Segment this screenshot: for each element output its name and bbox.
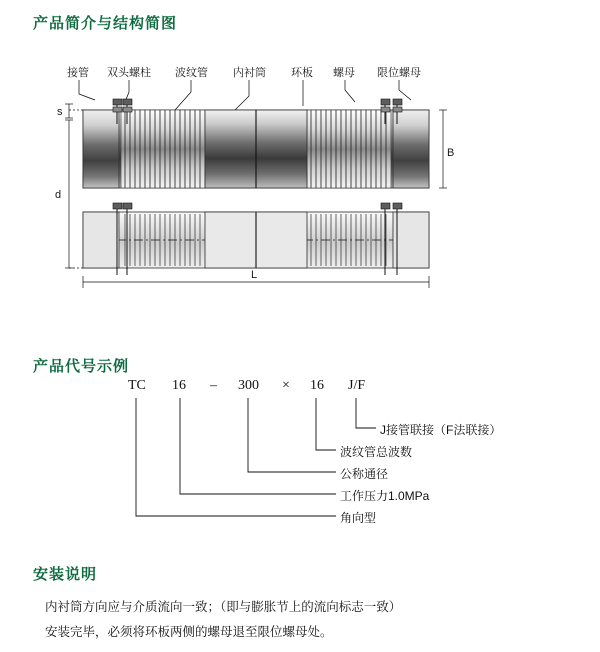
callout-label-2: 波纹管 — [175, 67, 208, 79]
dimension-label-B: B — [447, 147, 455, 159]
right-bellows — [307, 110, 391, 188]
dimension-s — [65, 104, 73, 118]
install-note-line-1: 安装完毕，必须将环板两侧的螺母退至限位螺母处。 — [45, 625, 333, 639]
code-token-2: – — [210, 378, 217, 393]
section-right-pipe — [393, 212, 429, 268]
code-desc-4: 角向型 — [340, 511, 377, 525]
dimension-label-s: s — [57, 106, 63, 118]
left-connector-pipe — [83, 110, 119, 188]
install-note-line-0: 内衬筒方向应与介质流向一致；（即与膨胀节上的流向标志一致） — [45, 600, 402, 614]
right-connector-pipe — [393, 110, 429, 188]
code-token-4: × — [282, 378, 290, 393]
product-code-diagram — [110, 378, 510, 538]
code-leader-lines — [110, 378, 510, 538]
dimension-label-d: d — [55, 189, 62, 201]
code-token-6: J/F — [348, 378, 366, 393]
structure-diagram — [55, 60, 545, 290]
install-notes — [45, 598, 565, 648]
callout-label-6: 限位螺母 — [377, 67, 421, 79]
section-title-install: 安装说明 — [33, 566, 98, 583]
code-desc-0: J接管联接（F法联接） — [380, 423, 502, 437]
dimension-label-L: L — [251, 269, 258, 281]
section-title-code: 产品代号示例 — [33, 358, 130, 375]
code-token-3: 300 — [238, 378, 259, 393]
callout-label-4: 环板 — [291, 67, 313, 79]
section-title-intro: 产品简介与结构简图 — [33, 15, 178, 32]
callout-label-3: 内衬筒 — [233, 67, 266, 79]
callout-label-0: 接管 — [67, 67, 89, 79]
code-token-1: 16 — [172, 378, 186, 393]
dimension-B — [439, 110, 447, 188]
code-token-0: TC — [128, 378, 146, 393]
callout-label-1: 双头螺柱 — [107, 67, 151, 79]
callout-label-5: 螺母 — [333, 67, 355, 79]
code-desc-2: 公称通径 — [340, 467, 389, 481]
code-desc-1: 波纹管总波数 — [340, 445, 413, 459]
left-bellows — [121, 110, 205, 188]
code-desc-3: 工作压力1.0MPa — [340, 489, 430, 503]
code-token-5: 16 — [310, 378, 324, 393]
section-left-pipe — [83, 212, 119, 268]
dimension-d — [65, 110, 85, 268]
